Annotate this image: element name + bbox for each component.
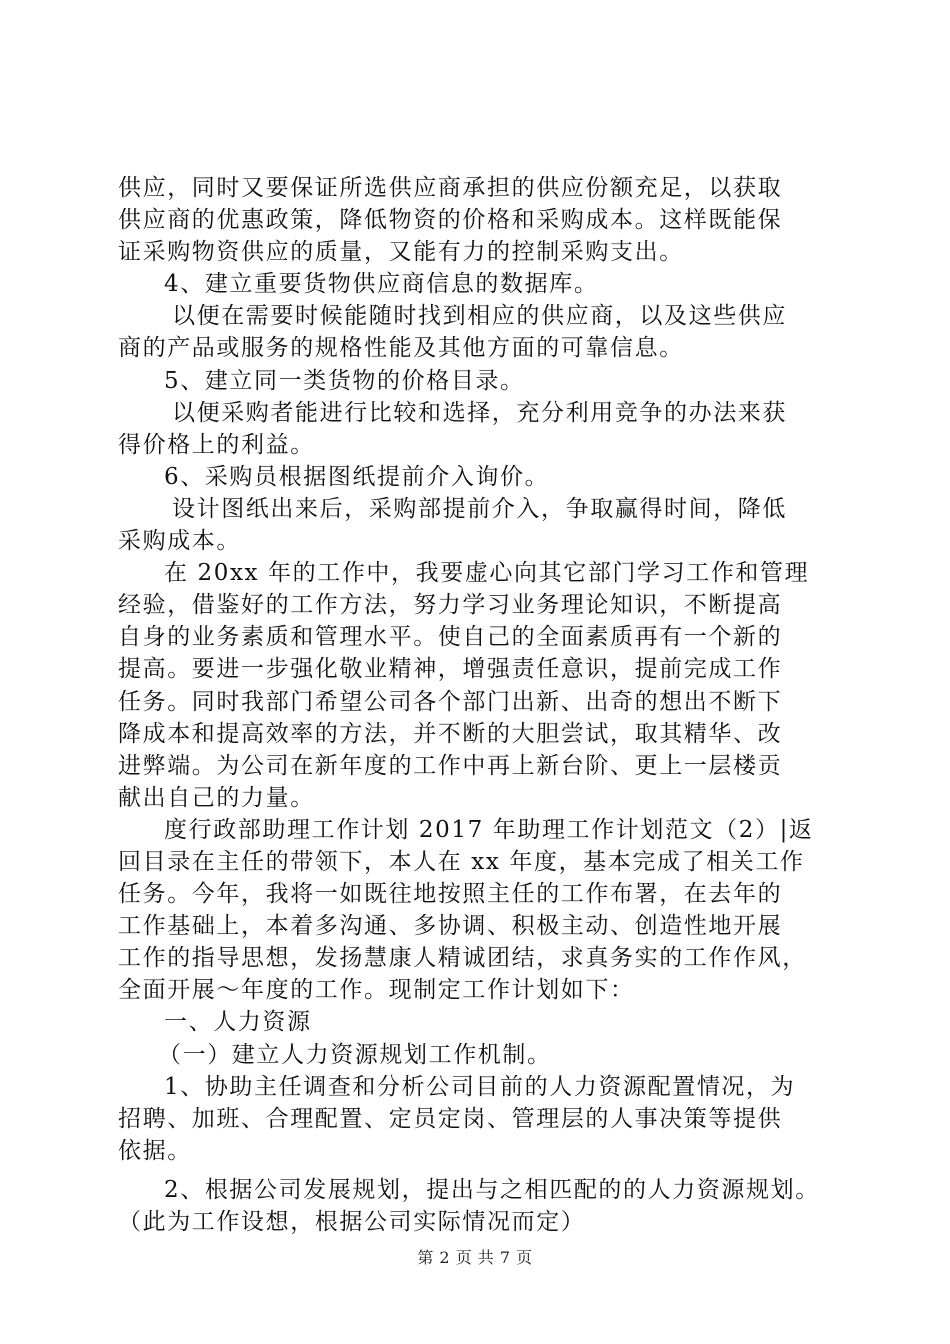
- text-line: 全面开展～年度的工作。现制定工作计划如下：: [118, 977, 635, 1004]
- text-line: 回目录在主任的带领下，本人在 xx 年度，基本完成了相关工作: [118, 848, 805, 875]
- text-line: 自身的业务素质和管理水平。使自己的全面素质再有一个新的: [118, 624, 783, 651]
- text-line: 得价格上的利益。: [118, 431, 315, 458]
- text-line: 经验，借鉴好的工作方法，努力学习业务理论知识，不断提高: [118, 592, 783, 619]
- numbered-heading: 4、建立重要货物供应商信息的数据库。: [164, 271, 599, 298]
- text-line: 证采购物资供应的质量，又能有力的控制采购支出。: [118, 239, 684, 266]
- text-line: 以便采购者能进行比较和选择，充分利用竞争的办法来获: [172, 399, 787, 426]
- text-line: 工作基础上，本着多沟通、多协调、积极主动、创造性地开展: [118, 913, 783, 940]
- text-line: 工作的指导思想，发扬慧康人精诚团结，求真务实的工作作风，: [118, 945, 807, 972]
- text-line: 供应，同时又要保证所选供应商承担的供应份额充足，以获取: [118, 175, 783, 201]
- text-line: 以便在需要时候能随时找到相应的供应商，以及这些供应: [172, 303, 787, 330]
- section-heading: 一、人力资源: [164, 1009, 312, 1036]
- numbered-heading: 6、采购员根据图纸提前介入询价。: [164, 463, 550, 490]
- text-line: 采购成本。: [118, 528, 241, 555]
- text-line: 献出自己的力量。: [118, 784, 315, 811]
- subsection-heading: （一）建立人力资源规划工作机制。: [158, 1041, 552, 1068]
- text-line: 商的产品或服务的规格性能及其他方面的可靠信息。: [118, 335, 684, 362]
- text-line: 任务。同时我部门希望公司各个部门出新、出奇的想出不断下: [118, 688, 783, 715]
- text-line: 在 20xx 年的工作中，我要虚心向其它部门学习工作和管理: [164, 560, 810, 587]
- numbered-heading: 5、建立同一类货物的价格目录。: [164, 367, 525, 394]
- text-line: 2、根据公司发展规划，提出与之相匹配的的人力资源规划。: [164, 1176, 820, 1203]
- text-line: 1、协助主任调查和分析公司目前的人力资源配置情况，为: [164, 1073, 796, 1100]
- text-line: 招聘、加班、合理配置、定员定岗、管理层的人事决策等提供: [118, 1105, 783, 1132]
- text-line: （此为工作设想，根据公司实际情况而定）: [118, 1209, 586, 1235]
- text-line: 设计图纸出来后，采购部提前介入，争取赢得时间，降低: [172, 495, 787, 522]
- page-number-footer: 第 2 页 共 7 页: [417, 1248, 533, 1267]
- text-line: 供应商的优惠政策，降低物资的价格和采购成本。这样既能保: [118, 207, 783, 234]
- text-line: 度行政部助理工作计划 2017 年助理工作计划范文（2）|返: [164, 816, 814, 843]
- text-line: 进弊端。为公司在新年度的工作中再上新台阶、更上一层楼贡: [118, 752, 783, 779]
- text-line: 降成本和提高效率的方法，并不断的大胆尝试，取其精华、改: [118, 720, 783, 747]
- text-line: 任务。今年，我将一如既往地按照主任的工作布署，在去年的: [118, 881, 783, 908]
- document-body: [118, 172, 848, 1238]
- text-line: 提高。要进一步强化敬业精神，增强责任意识，提前完成工作: [118, 656, 783, 683]
- text-line: 依据。: [118, 1137, 192, 1164]
